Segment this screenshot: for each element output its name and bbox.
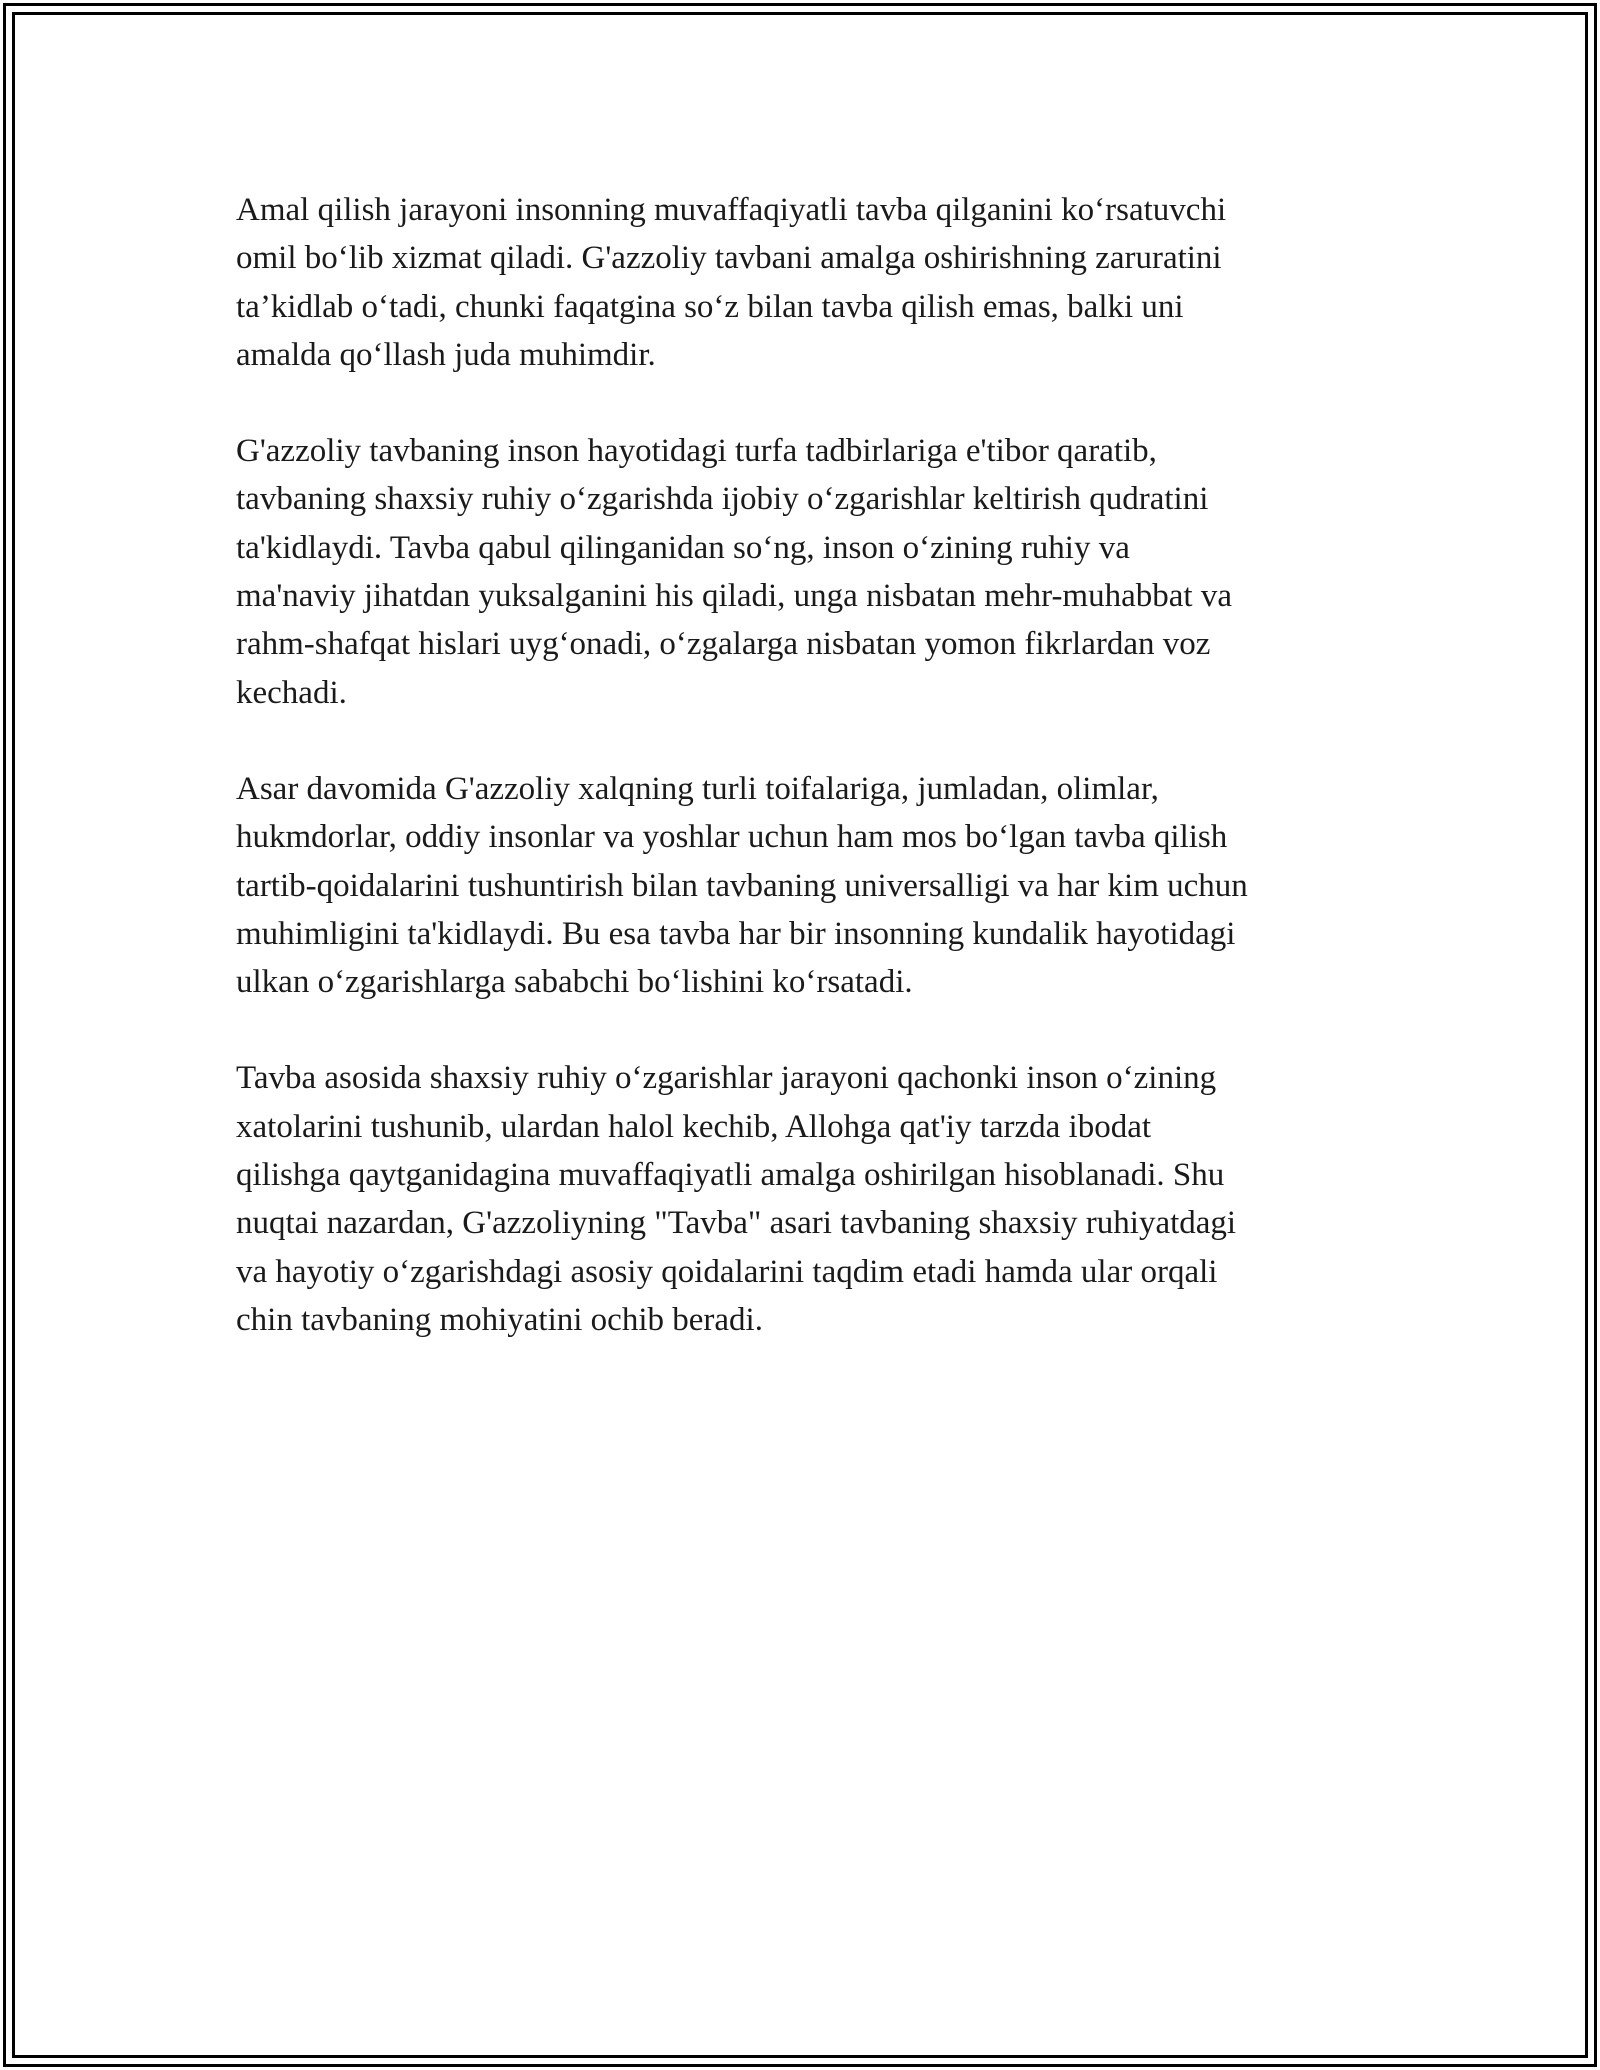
- text-line: ta'kidlaydi. Tavba qabul qilinganidan so‘ng, inson o‘zining ruhiy va: [236, 529, 1130, 566]
- text-line: amalda qo‘llash juda muhimdir.: [236, 336, 656, 373]
- text-line: Tavba asosida shaxsiy ruhiy o‘zgarishlar jarayoni qachonki inson o‘zining: [236, 1060, 1217, 1097]
- paragraph: [236, 1054, 1386, 1344]
- text-line: rahm-shafqat hislari uyg‘onadi, o‘zgalarga nisbatan yomon fikrlardan voz: [236, 626, 1211, 663]
- text-line: tartib-qoidalarini tushuntirish bilan tavbaning universalligi va har kim uchun: [236, 867, 1248, 904]
- text-line: omil bo‘lib xizmat qiladi. G'azzoliy tavbani amalga oshirishning zaruratini: [236, 240, 1222, 277]
- paragraph: [236, 186, 1386, 379]
- text-line: ta’kidlab o‘tadi, chunki faqatgina so‘z bilan tavba qilish emas, balki uni: [236, 288, 1184, 325]
- text-line: Amal qilish jarayoni insonning muvaffaqiyatli tavba qilganini ko‘rsatuvchi: [236, 192, 1227, 228]
- text-line: xatolarini tushunib, ulardan halol kechib, Allohga qat'iy tarzda ibodat: [236, 1108, 1152, 1145]
- text-line: G'azzoliy tavbaning inson hayotidagi turfa tadbirlariga e'tibor qaratib,: [236, 433, 1157, 470]
- text-line: hukmdorlar, oddiy insonlar va yoshlar uchun ham mos bo‘lgan tavba qilish: [236, 819, 1228, 856]
- paragraph: [236, 765, 1386, 1006]
- text-line: va hayotiy o‘zgarishdagi asosiy qoidalarini taqdim etadi hamda ular orqali: [236, 1253, 1218, 1290]
- text-line: chin tavbaning mohiyatini ochib beradi.: [236, 1301, 763, 1338]
- paragraph: [236, 427, 1386, 717]
- document-body: [236, 186, 1386, 1392]
- text-line: ma'naviy jihatdan yuksalganini his qiladi, unga nisbatan mehr-muhabbat va: [236, 578, 1232, 615]
- text-line: ulkan o‘zgarishlarga sababchi bo‘lishini ko‘rsatadi.: [236, 964, 913, 1001]
- text-line: qilishga qaytganidagina muvaffaqiyatli amalga oshirilgan hisoblanadi. Shu: [236, 1157, 1225, 1194]
- text-line: nuqtai nazardan, G'azzoliyning "Tavba" asari tavbaning shaxsiy ruhiyatdagi: [236, 1205, 1237, 1242]
- text-line: muhimligini ta'kidlaydi. Bu esa tavba har bir insonning kundalik hayotidagi: [236, 915, 1236, 952]
- text-line: Asar davomida G'azzoliy xalqning turli toifalariga, jumladan, olimlar,: [236, 770, 1159, 807]
- text-line: kechadi.: [236, 674, 347, 711]
- text-line: tavbaning shaxsiy ruhiy o‘zgarishda ijobiy o‘zgarishlar keltirish qudratini: [236, 481, 1209, 518]
